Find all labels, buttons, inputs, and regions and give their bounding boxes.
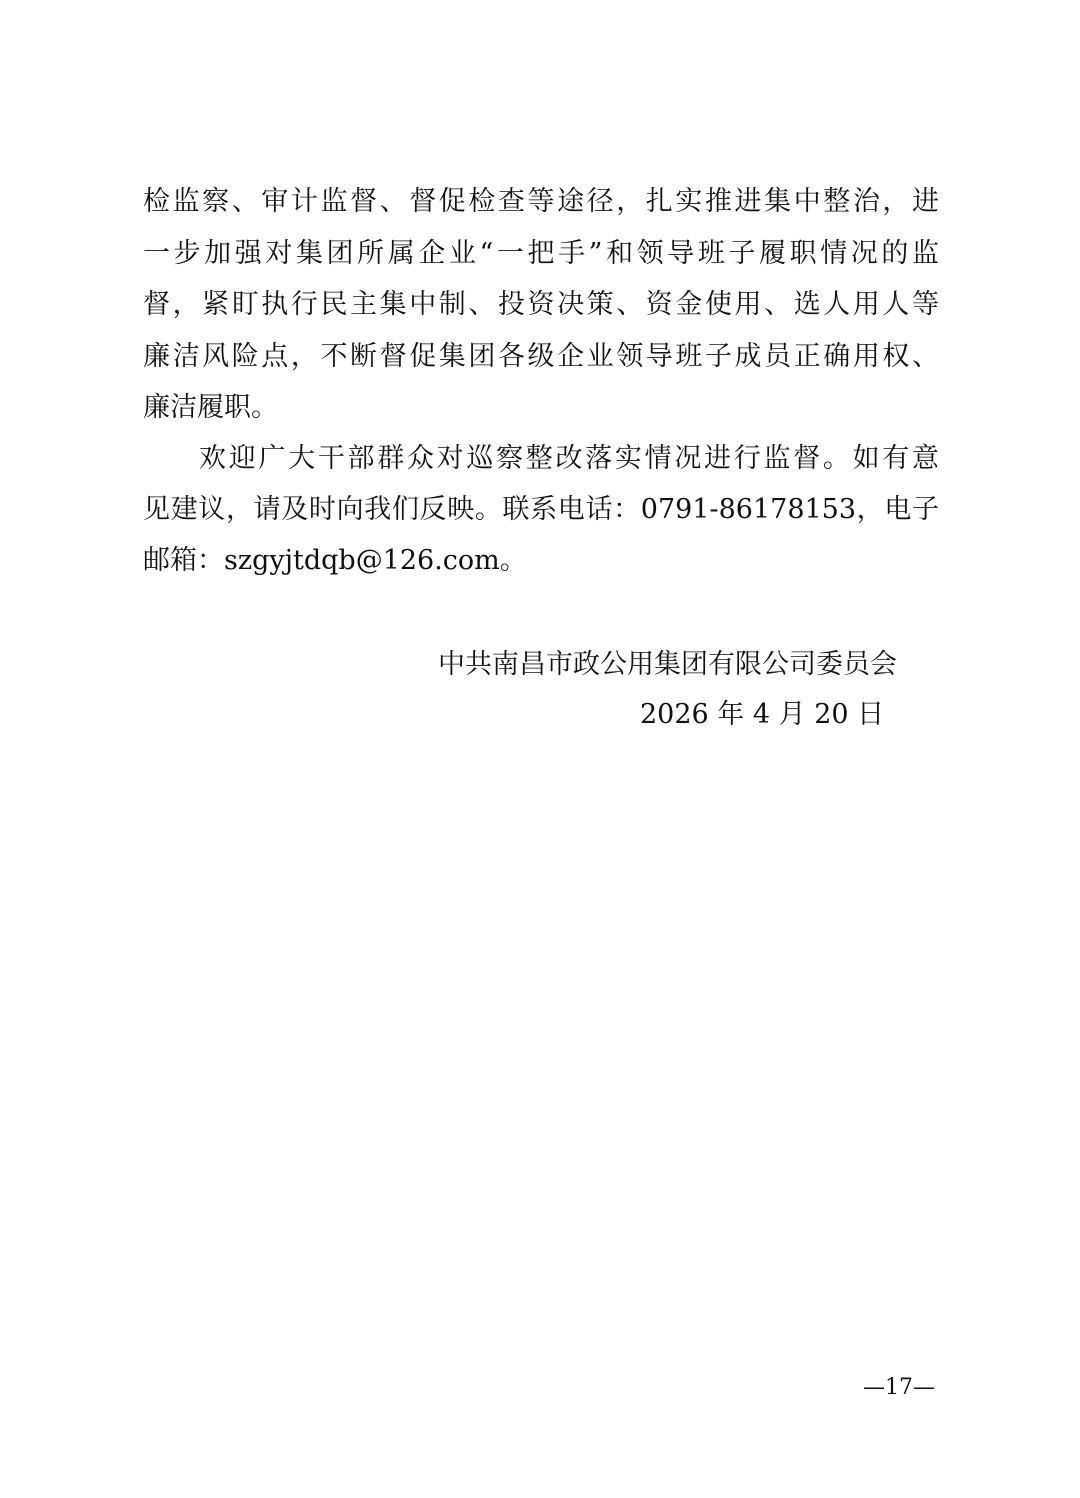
paragraph-2-line-3: 邮箱：szgyjtdqb@126.com。: [143, 545, 527, 576]
page-number: —17—: [863, 1375, 935, 1400]
paragraph-1-line-4: 廉洁风险点，不断督促集团各级企业领导班子成员正确用权、: [143, 341, 939, 372]
paragraph-2-line-2: 见建议，请及时向我们反映。联系电话：0791-86178153，电子: [143, 494, 939, 525]
paragraph-1-line-5: 廉洁履职。: [143, 392, 278, 423]
paragraph-1-line-2: 一步加强对集团所属企业“一把手”和领导班子履职情况的监: [143, 238, 939, 269]
signature-date: 2026 年 4 月 20 日: [640, 699, 885, 730]
paragraph-1-line-1: 检监察、审计监督、督促检查等途径，扎实推进集中整治，进: [143, 186, 939, 217]
signature-organization: 中共南昌市政公用集团有限公司委员会: [438, 649, 897, 680]
paragraph-2-line-1: 欢迎广大干部群众对巡察整改落实情况进行监督。如有意: [199, 443, 939, 474]
paragraph-1-line-3: 督，紧盯执行民主集中制、投资决策、资金使用、选人用人等: [143, 289, 939, 320]
